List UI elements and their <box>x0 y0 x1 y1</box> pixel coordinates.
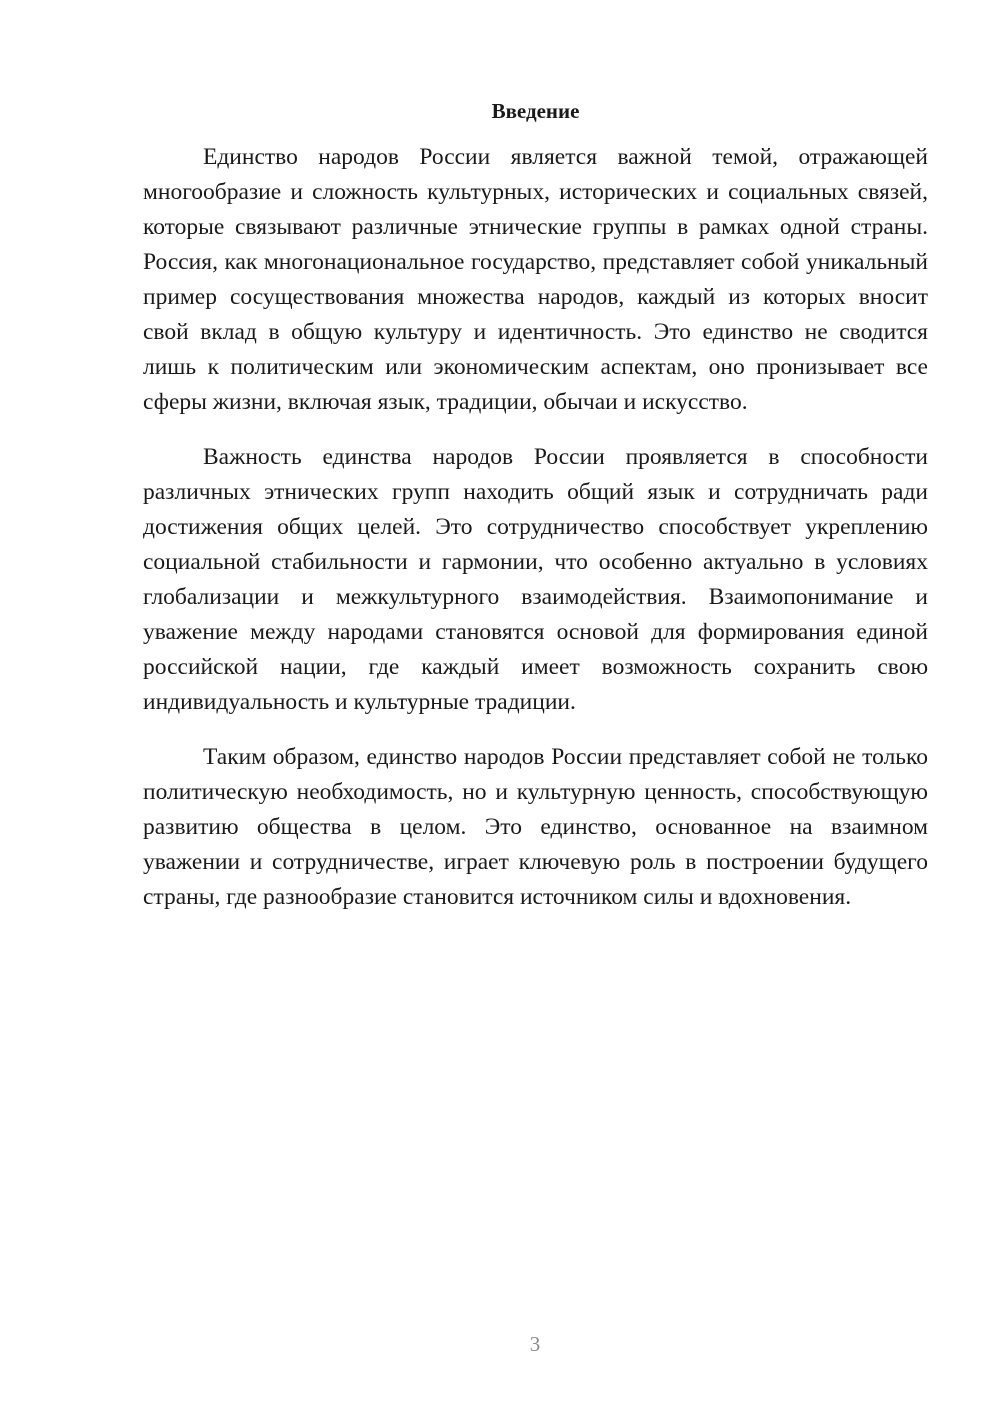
paragraph-1: Единство народов России является важной темой, отражающей многообразие и сложность культурных, исторических и социальных связей, которые связывают различные этнические группы в рамках одной страны. Россия, как многонациональное государство, представляет собой уникальный пример сосуществования множества народов, каждый из которых вносит свой вклад в общую культуру и идентичность. Это единство не сводится лишь к политическим или экономическим аспектам, оно пронизывает все сферы жизни, включая язык, традиции, обычаи и искусство. <box>143 144 928 415</box>
page-content <box>143 96 928 935</box>
section-title: Введение <box>491 99 580 123</box>
paragraph-3: Таким образом, единство народов России представляет собой не только политическую необходимость, но и культурную ценность, способствующую развитию общества в целом. Это единство, основанное на взаимном уважении и сотрудничестве, играет ключевую роль в построении будущего страны, где разнообразие становится источником силы и вдохновения. <box>143 744 928 910</box>
page-number: 3 <box>529 1332 541 1356</box>
paragraph-2: Важность единства народов России проявляется в способности различных этнических групп находить общий язык и сотрудничать ради достижения общих целей. Это сотрудничество способствует укреплению социальной стабильности и гармонии, что особенно актуально в условиях глобализации и межкультурного взаимодействия. Взаимопонимание и уважение между народами становятся основой для формирования единой российской нации, где каждый имеет возможность сохранить свою индивидуальность и культурные традиции. <box>143 444 928 715</box>
